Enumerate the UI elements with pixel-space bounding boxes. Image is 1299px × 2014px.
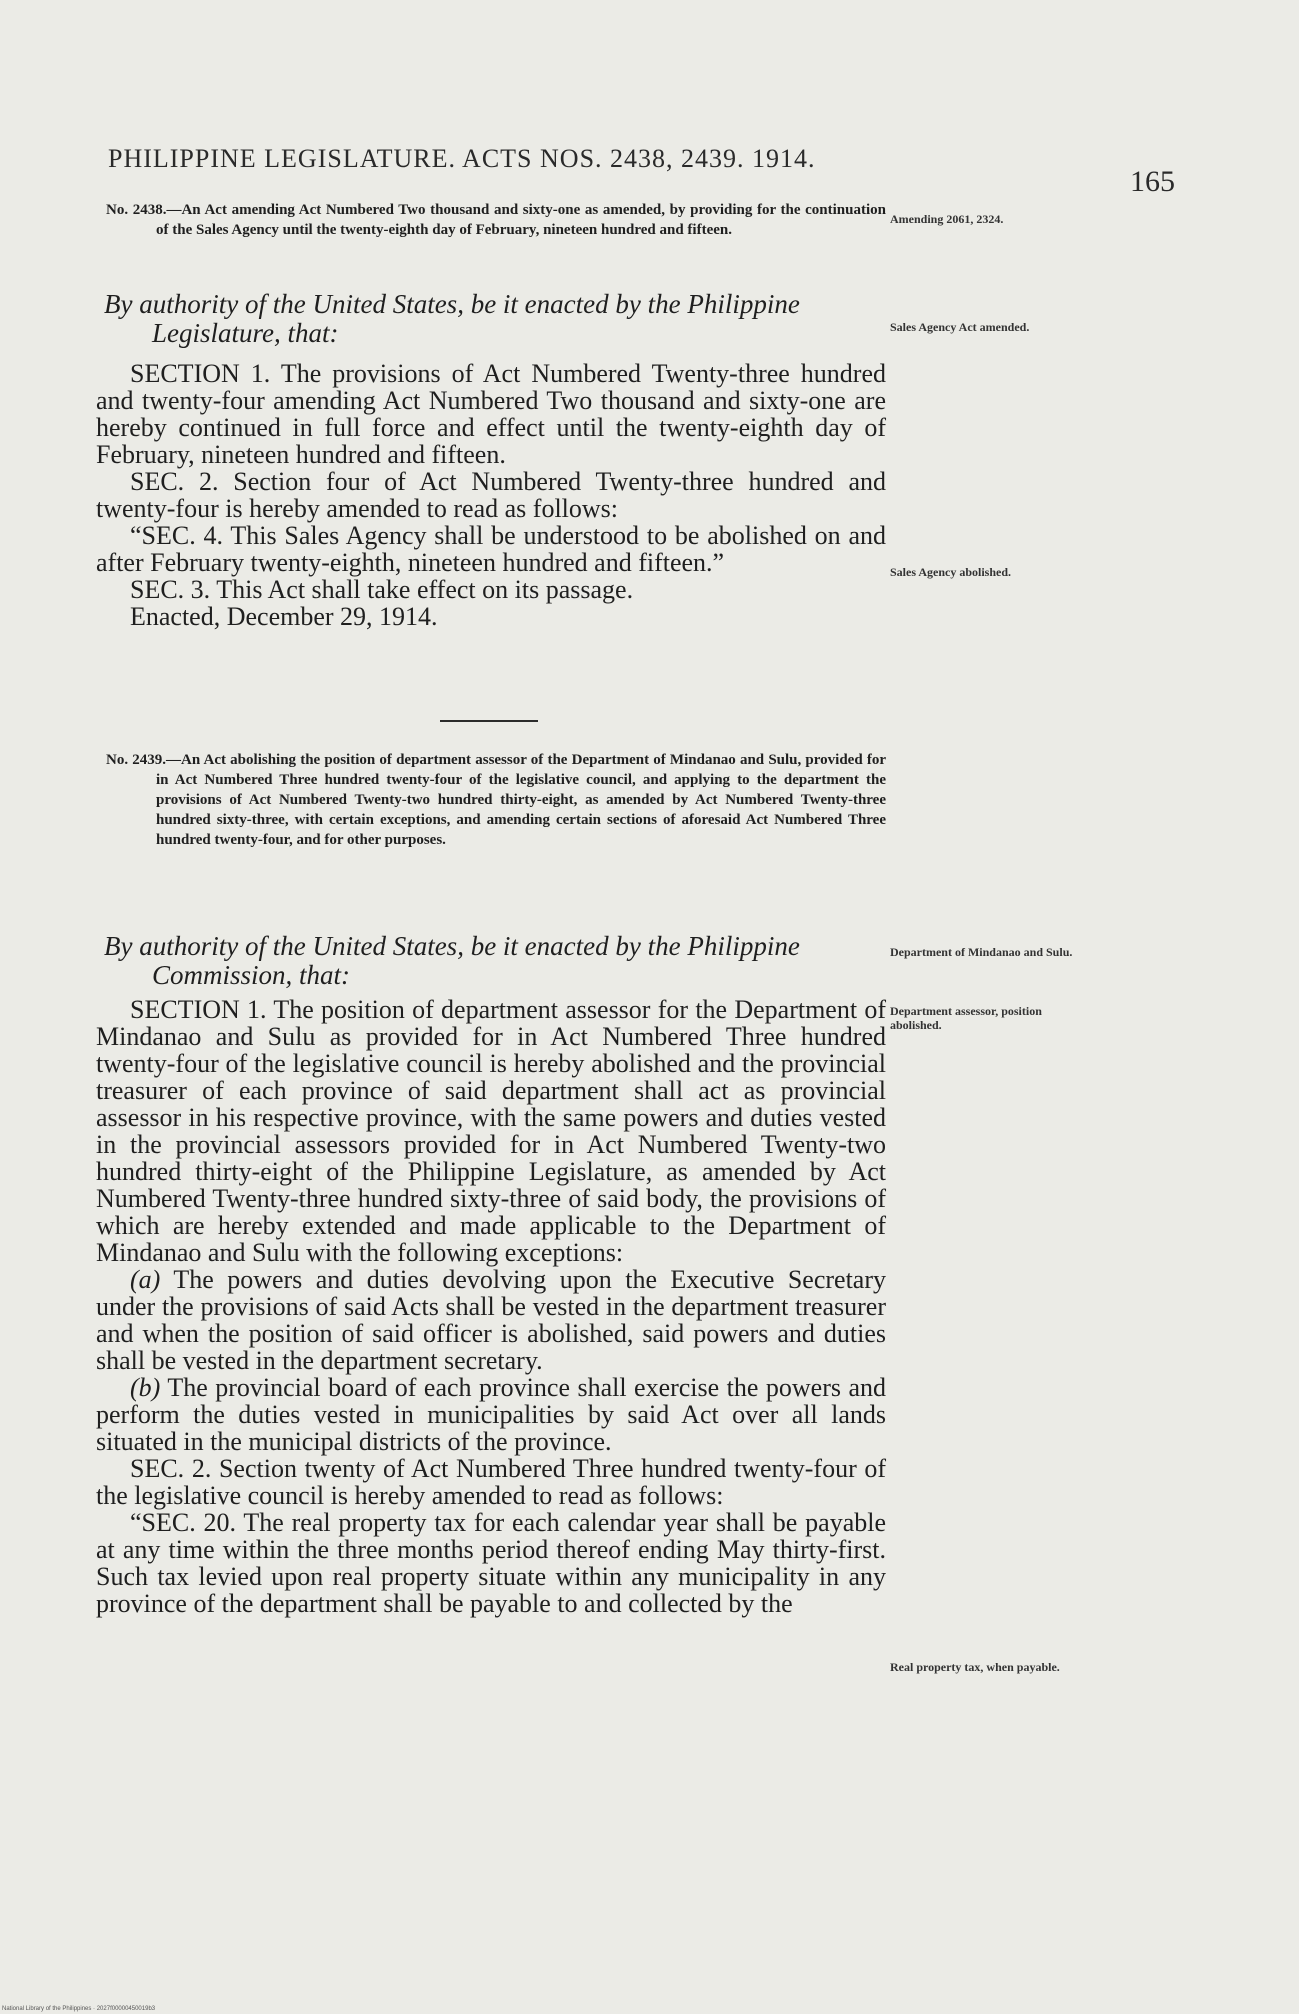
act-2438-enacting-clause: By authority of the United States, be it enacted by the Philippine Legislature, that: [104,289,800,348]
act-2438-sec1: SECTION 1. The provisions of Act Numbered Twenty-three hundred and twenty-four amending Act Numbered Two thousand and sixty-one are hereby continued in full force and effect until the twenty-eighth day of February, nineteen hundred and fifteen. [96,359,886,469]
act-2439-body [96,996,886,1617]
act-2438-enacted: Enacted, December 29, 1914. [130,602,438,631]
act-2438-sec4-quote: “SEC. 4. This Sales Agency shall be understood to be abolished on and after February twenty-eighth, nineteen hundred and fifteen.” [96,521,886,577]
act-2439-sec20: “SEC. 20. The real property tax for each calendar year shall be payable at any time within the three months period thereof ending May thirty-first. Such tax levied upon real property situate within any municipality in any province of the department shall be payable to and collected by the [96,1508,887,1618]
act-2438-body [96,360,886,630]
page-number: 165 [1130,165,1175,198]
section-divider [440,720,538,722]
running-head: PHILIPPINE LEGISLATURE. ACTS NOS. 2438, 2439. 1914. [108,144,816,173]
act-2438-sec2: SEC. 2. Section four of Act Numbered Twenty-three hundred and twenty-four is hereby amended to read as follows: [96,467,886,523]
margin-note-tax: Real property tax, when payable. [890,1660,1060,1674]
act-2439-clause-a: (a) The powers and duties devolving upon the Executive Secretary under the provisions of said Acts shall be vested in the department treasurer and when the position of said officer is abolished, said powers and duties shall be vested in the department secretary. [96,1265,887,1375]
act-2439-sec1: SECTION 1. The position of department assessor for the Department of Mindanao and Sulu as provided for in Act Numbered Three hundred twenty-four of the legislative council is hereby abolished and the provincial treasurer of each province of said department shall act as provincial assessor in his respective province, with the same powers and duties vested in the provincial assessors provided for in Act Numbered Twenty-two hundred thirty-eight of the Philippine Legislature, as amended by Act Numbered Twenty-three hundred sixty-three of said body, the provisions of which are hereby extended and made applicable to the Department of Mindanao and Sulu with the following exceptions: [96,995,887,1267]
act-2439-sec2: SEC. 2. Section twenty of Act Numbered Three hundred twenty-four of the legislative council is hereby amended to read as follows: [96,1454,887,1510]
act-2439-enacting-clause: By authority of the United States, be it enacted by the Philippine Commission, that: [104,931,800,990]
act-2438-title: No. 2438.—An Act amending Act Numbered Two thousand and sixty-one as amended, by providing for the continuation of the Sales Agency until the twenty-eighth day of February, nineteen hundred and fifteen. [106,202,886,238]
act-2439-title: No. 2439.—An Act abolishing the position of department assessor of the Department of Mindanao and Sulu, provided for in Act Numbered Three hundred twenty-four of the legislative council, and applying to the department the provisions of Act Numbered Twenty-two hundred thirty-eight, as amended by Act Numbered Twenty-three hundred sixty-three, with certain exceptions, and amending certain sections of aforesaid Act Numbered Three hundred twenty-four, and for other purposes. [106,752,886,848]
margin-note-sales-amended: Sales Agency Act amended. [890,320,1030,334]
act-2439-clause-b: (b) The provincial board of each province shall exercise the powers and perform the duties vested in municipalities by said Act over all lands situated in the municipal districts of the province. [96,1373,887,1456]
margin-note-department: Department of Mindanao and Sulu. [890,945,1073,959]
margin-note-amending: Amending 2061, 2324. [890,212,1004,226]
margin-note-sales-abolished: Sales Agency abolished. [890,565,1012,579]
act-2438-sec3: SEC. 3. This Act shall take effect on its passage. [130,575,634,604]
library-footer-mark: National Library of the Philippines · 2027f00000450019b3 [2,2006,156,2012]
margin-note-assessor: Department assessor, position abolished. [890,1004,1042,1032]
